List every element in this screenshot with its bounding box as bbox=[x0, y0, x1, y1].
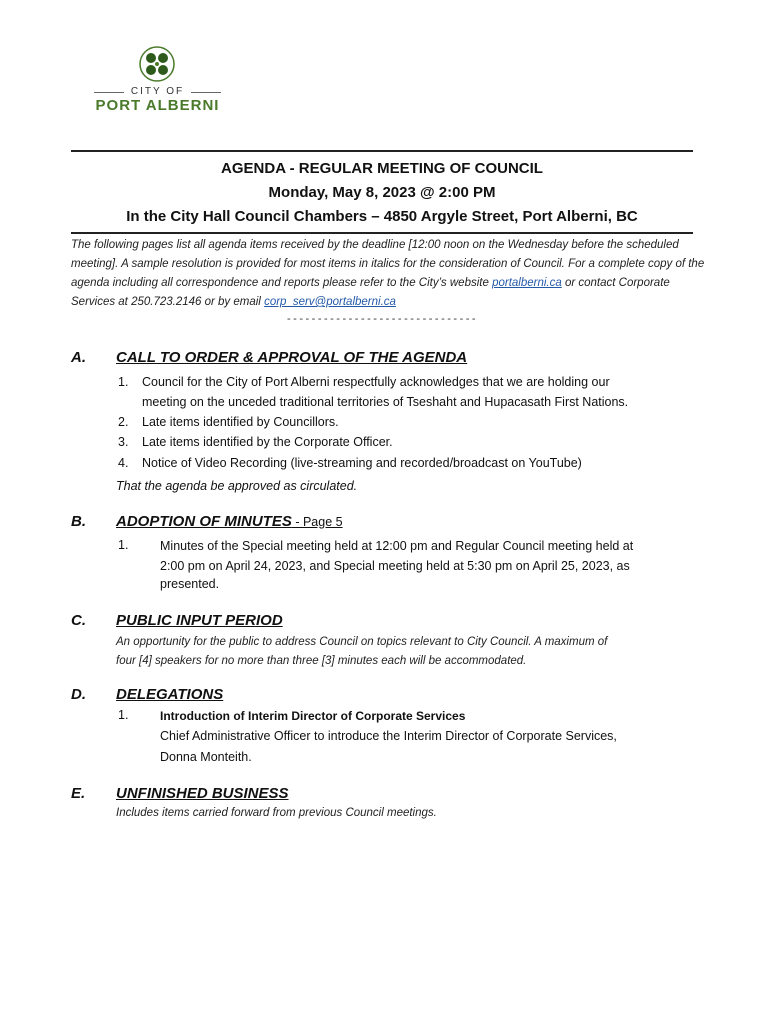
email-link[interactable]: corp_serv@portalberni.ca bbox=[264, 296, 396, 308]
agenda-item-number: 1. bbox=[118, 375, 129, 389]
agenda-item-text: meeting on the unceded traditional territories of Tseshaht and Hupacasath First Nations. bbox=[142, 395, 629, 409]
website-link[interactable]: portalberni.ca bbox=[492, 277, 562, 289]
section-b-letter: B. bbox=[71, 513, 86, 530]
meeting-location: In the City Hall Council Chambers – 4850 Argyle Street, Port Alberni, BC bbox=[126, 208, 638, 225]
top-divider bbox=[71, 150, 693, 152]
logo-city-of: CITY OF bbox=[90, 86, 225, 97]
section-a-letter: A. bbox=[71, 349, 86, 366]
section-c-title: PUBLIC INPUT PERIOD bbox=[116, 612, 283, 629]
section-c-letter: C. bbox=[71, 612, 86, 629]
section-a-resolution: That the agenda be approved as circulated. bbox=[116, 479, 358, 493]
delegation-item-number: 1. bbox=[118, 708, 129, 722]
section-b-page-ref: - Page 5 bbox=[291, 515, 343, 529]
delegation-item-text: Donna Monteith. bbox=[160, 750, 252, 764]
city-logo bbox=[90, 44, 225, 116]
intro-contact-text: or contact Corporate Services at 250.723.2146 or by email bbox=[71, 277, 670, 308]
public-input-desc: An opportunity for the public to address Council on topics relevant to City Council. A maximum of bbox=[116, 636, 608, 648]
section-b-title-wrap bbox=[116, 513, 343, 530]
minutes-item-text: presented. bbox=[160, 577, 220, 591]
section-e-letter: E. bbox=[71, 785, 86, 802]
city-emblem-icon bbox=[137, 44, 177, 84]
intro-paragraph bbox=[71, 236, 711, 312]
minutes-item-text: Minutes of the Special meeting held at 12:00 pm and Regular Council meeting held at bbox=[160, 539, 634, 553]
agenda-item-text: Notice of Video Recording (live-streaming and recorded/broadcast on YouTube) bbox=[142, 456, 582, 470]
agenda-item-number: 4. bbox=[118, 456, 129, 470]
agenda-item-text: Council for the City of Port Alberni respectfully acknowledges that we are holding our bbox=[142, 375, 610, 389]
header-divider bbox=[71, 232, 693, 234]
section-a-title: CALL TO ORDER & APPROVAL OF THE AGENDA bbox=[116, 349, 468, 366]
public-input-desc: four [4] speakers for no more than three [3] minutes each will be accommodated. bbox=[116, 655, 527, 667]
agenda-title: AGENDA - REGULAR MEETING OF COUNCIL bbox=[221, 160, 543, 177]
section-b-title: ADOPTION OF MINUTES bbox=[116, 513, 292, 530]
meeting-date: Monday, May 8, 2023 @ 2:00 PM bbox=[268, 184, 496, 201]
delegation-item-text: Chief Administrative Officer to introduce the Interim Director of Corporate Services, bbox=[160, 729, 617, 743]
agenda-item-text: Late items identified by Councillors. bbox=[142, 415, 339, 429]
dashed-separator: ------------------------------- bbox=[287, 313, 479, 325]
minutes-item-text: 2:00 pm on April 24, 2023, and Special meeting held at 5:30 pm on April 25, 2023, as bbox=[160, 559, 630, 573]
agenda-item-number: 3. bbox=[118, 435, 129, 449]
unfinished-business-desc: Includes items carried forward from previous Council meetings. bbox=[116, 807, 437, 819]
agenda-item-text: Late items identified by the Corporate Officer. bbox=[142, 435, 393, 449]
agenda-item-number: 2. bbox=[118, 415, 129, 429]
intro-text: The following pages list all agenda items received by the deadline [12:00 noon on the Wednesday before the scheduled meeting]. A sample resolution is provided for most items in italics for the consideration of Council. For a complete copy of the agenda including all correspondence and reports please refer to the City’s website bbox=[71, 239, 705, 289]
section-d-title: DELEGATIONS bbox=[116, 686, 224, 703]
section-e-title: UNFINISHED BUSINESS bbox=[116, 785, 289, 802]
logo-port-alberni: PORT ALBERNI bbox=[95, 97, 220, 114]
minutes-item-number: 1. bbox=[118, 538, 129, 552]
section-d-letter: D. bbox=[71, 686, 86, 703]
delegation-item-title: Introduction of Interim Director of Corporate Services bbox=[160, 709, 466, 723]
